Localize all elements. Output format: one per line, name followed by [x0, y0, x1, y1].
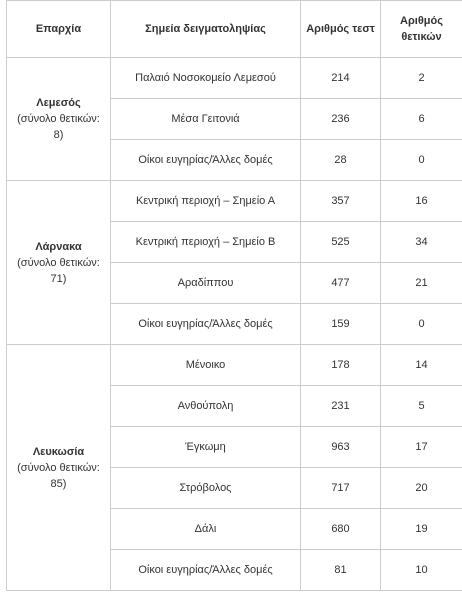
positives-cell: 21	[381, 263, 462, 304]
table-row	[7, 181, 462, 222]
site-cell: Δάλι	[111, 509, 301, 550]
positives-cell: 17	[381, 427, 462, 468]
positives-cell: 34	[381, 222, 462, 263]
tests-cell: 28	[301, 140, 381, 181]
region-cell	[7, 181, 111, 345]
table-row	[7, 345, 462, 386]
region-summary: (σύνολο θετικών: 8)	[17, 113, 100, 141]
site-cell: Παλαιό Νοσοκομείο Λεμεσού	[111, 58, 301, 99]
region-name: Λευκωσία	[32, 445, 85, 458]
header-row	[7, 1, 462, 58]
region-cell	[7, 345, 111, 591]
positives-cell: 14	[381, 345, 462, 386]
tests-cell: 357	[301, 181, 381, 222]
tests-cell: 477	[301, 263, 381, 304]
site-cell: Κεντρική περιοχή – Σημείο Α	[111, 181, 301, 222]
tests-cell: 680	[301, 509, 381, 550]
region-summary: (σύνολο θετικών: 85)	[17, 461, 100, 490]
header-site: Σημεία δειγματοληψίας	[111, 1, 301, 58]
tests-cell: 525	[301, 222, 381, 263]
tests-cell: 81	[301, 550, 381, 591]
site-cell: Οίκοι ευγηρίας/Άλλες δομές	[111, 304, 301, 345]
site-cell: Ανθούπολη	[111, 386, 301, 427]
tests-cell: 214	[301, 58, 381, 99]
tests-cell: 231	[301, 386, 381, 427]
tests-cell: 159	[301, 304, 381, 345]
site-cell: Οίκοι ευγηρίας/Άλλες δομές	[111, 140, 301, 181]
site-cell: Στρόβολος	[111, 468, 301, 509]
site-cell: Έγκωμη	[111, 427, 301, 468]
header-positives: Αριθμός θετικών	[381, 1, 462, 58]
table-row	[7, 58, 462, 99]
site-cell: Αραδίππου	[111, 263, 301, 304]
positives-cell: 6	[381, 99, 462, 140]
positives-cell: 0	[381, 304, 462, 345]
site-cell: Οίκοι ευγηρίας/Άλλες δομές	[111, 550, 301, 591]
region-name: Λεμεσός	[36, 97, 81, 109]
header-region: Επαρχία	[7, 1, 111, 58]
tests-cell: 178	[301, 345, 381, 386]
positives-cell: 0	[381, 140, 462, 181]
results-table	[6, 0, 462, 591]
region-summary: (σύνολο θετικών: 71)	[17, 256, 100, 285]
positives-cell: 19	[381, 509, 462, 550]
region-name: Λάρνακα	[35, 240, 82, 253]
region-cell	[7, 58, 111, 181]
tests-cell: 963	[301, 427, 381, 468]
site-cell: Κεντρική περιοχή – Σημείο Β	[111, 222, 301, 263]
positives-cell: 10	[381, 550, 462, 591]
positives-cell: 2	[381, 58, 462, 99]
table-body	[7, 58, 462, 591]
site-cell: Μένοικο	[111, 345, 301, 386]
site-cell: Μέσα Γειτονιά	[111, 99, 301, 140]
positives-cell: 16	[381, 181, 462, 222]
positives-cell: 20	[381, 468, 462, 509]
tests-cell: 717	[301, 468, 381, 509]
header-tests: Αριθμός τεστ	[301, 1, 381, 58]
tests-cell: 236	[301, 99, 381, 140]
positives-cell: 5	[381, 386, 462, 427]
